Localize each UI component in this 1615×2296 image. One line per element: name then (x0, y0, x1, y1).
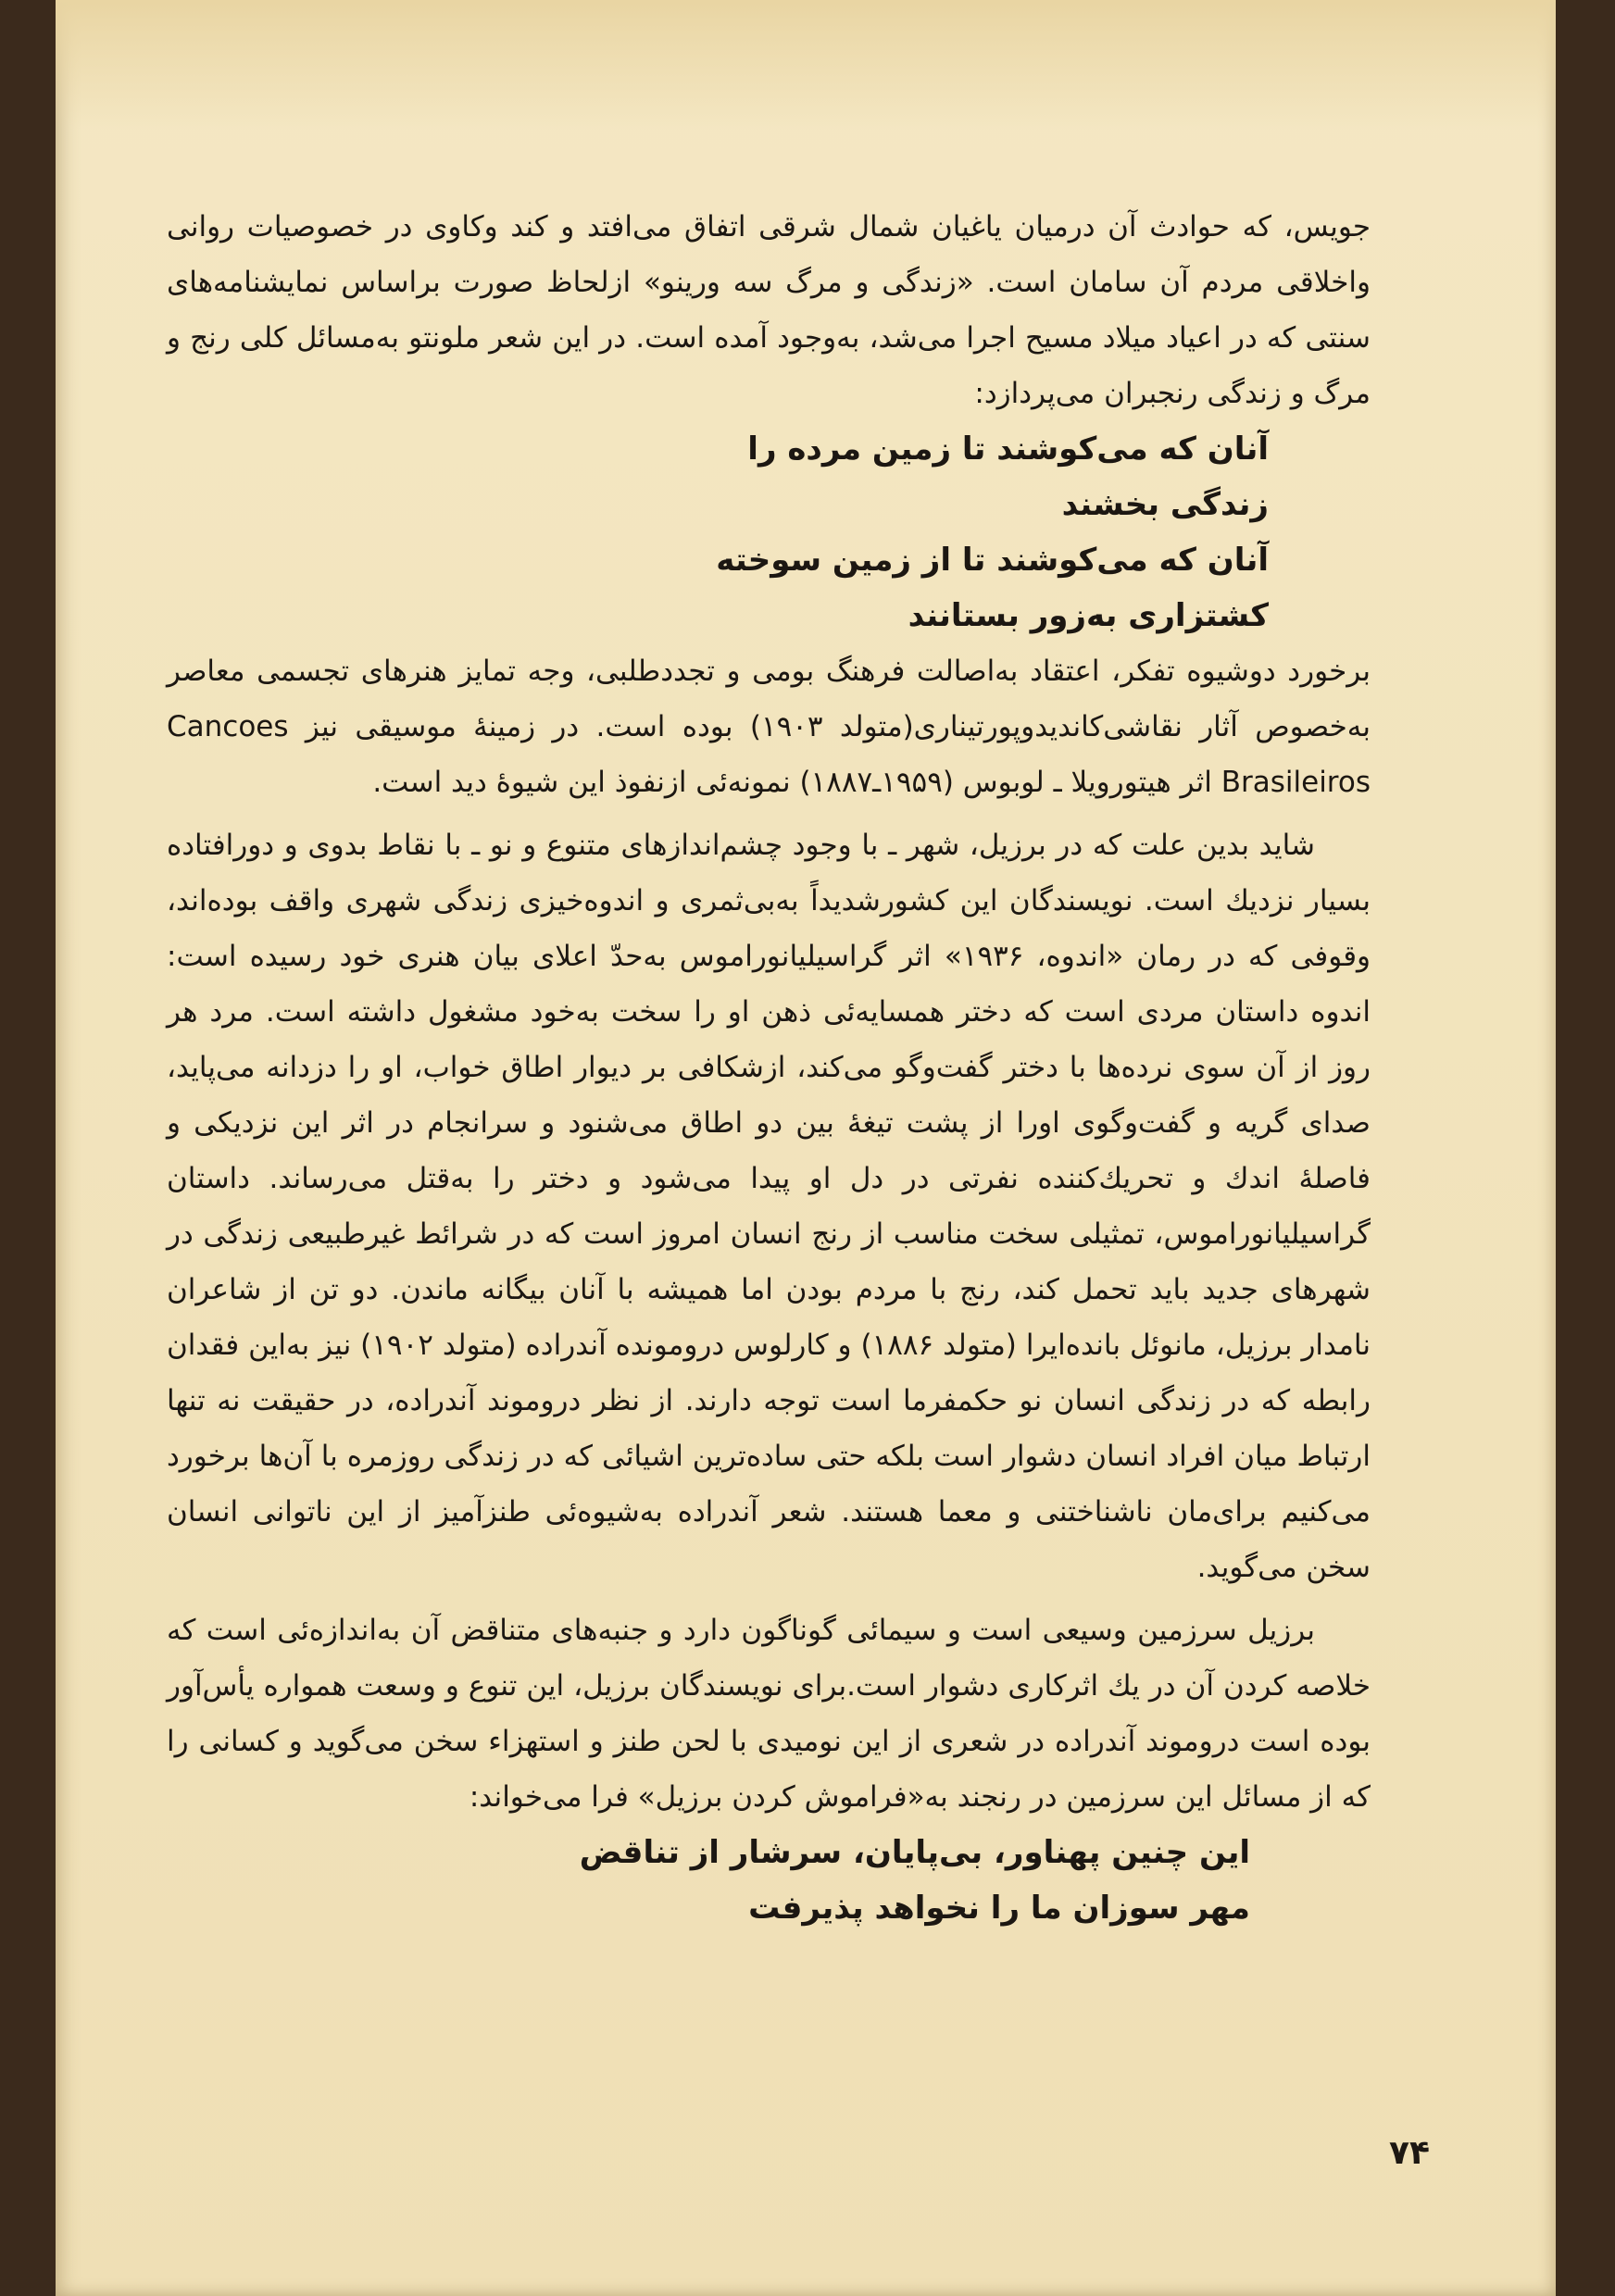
poem-line: زندگی بخشند (1061, 486, 1269, 523)
paragraph-2: برخورد دوشیوه تفکر، اعتقاد به‌اصالت فرهنگ بومی و تجددطلبی، وجه تمایز هنرهای تجسمی معاصر به‌خصوص آثار نقاشی‌کاندیدوپورتیناری(متولد ۱۹۰۳) بوده است. در زمینهٔ موسیقی نیز Cancoes Brasileiros اثر هیتورویلا ـ لوبوس (۱۹۵۹ـ۱۸۸۷) نمونه‌ئی ازنفوذ این شیوهٔ دید است. (167, 655, 1371, 799)
poem-line: کشتزاری به‌زور بستانند (908, 597, 1269, 634)
page-number: ۷۴ (1389, 2134, 1430, 2172)
paragraph-1: جویس، که حوادث آن درمیان یاغیان شمال شرقی اتفاق می‌افتد و کند وکاوی در خصوصیات روانی واخلاقی مردم آن سامان است. «زندگی و مرگ سه ورینو» ازلحاظ صورت براساس نمایشنامه‌های سنتی که در اعیاد میلاد مسیح اجرا می‌شد، به‌وجود آمده است. در این شعر ملونتو به‌مسائل کلی رنج و مرگ و زندگی رنجبران می‌پردازد: (167, 210, 1371, 410)
poem-stanza-1 (167, 421, 1371, 643)
poem-line: این چنین پهناور، بی‌پایان، سرشار از تناقض (579, 1834, 1250, 1871)
paragraph-4: برزیل سرزمین وسیعی است و سیمائی گوناگون دارد و جنبه‌های متناقض آن به‌اندازه‌ئی است که خلاصه کردن آن در یك اثرکاری دشوار است.برای نویسندگان برزیل، این تنوع و وسعت همواره یأس‌آور بوده است دروموند آندراده در شعری از این نومیدی با لحن طنز و استهزاء سخن می‌گوید و کسانی را که از مسائل این سرزمین در رنجند به«فراموش کردن برزیل» فرا می‌خواند: (167, 1614, 1371, 1814)
poem-stanza-2 (167, 1825, 1371, 1936)
page-text-body (167, 199, 1371, 1936)
page-top-shading (56, 0, 1556, 130)
paragraph-3: شاید بدین علت که در برزیل، شهر ـ با وجود چشم‌اندازهای متنوع و نو ـ با نقاط بدوی و دورافتاده بسیار نزدیك است. نویسندگان این کشورشدیداً به‌بی‌ثمری و اندوه‌خیزی زندگی شهری واقف بوده‌اند، وقوفی که در رمان «اندوه، ۱۹۳۶» اثر گراسیلیانوراموس به‌حدّ اعلای بیان هنری خود رسیده است: اندوه داستان مردی است که دختر همسایه‌ئی ذهن او را سخت به‌خود مشغول داشته است. مرد هر روز از آن سوی نرده‌ها با دختر گفت‌وگو می‌کند، ازشکافی بر دیوار اطاق خواب، او را دزدانه می‌پاید، صدای گریه و گفت‌وگوی اورا از پشت تیغهٔ بین دو اطاق می‌شنود و سرانجام در اثر این نزدیکی و فاصلهٔ اندك و تحریك‌کننده نفرتی در دل او پیدا می‌شود و دختر را به‌قتل می‌رساند. داستان گراسیلیانوراموس، تمثیلی سخت مناسب از رنج انسان امروز است که در شرائط غیرطبیعی زندگی در شهرهای جدید باید تحمل کند، رنج با مردم بودن اما همیشه با آنان بیگانه ماندن. دو تن از شاعران نامدار برزیل، مانوئل بانده‌ایرا (متولد ۱۸۸۶) و کارلوس درومونده آندراده (متولد ۱۹۰۲) نیز به‌این فقدان رابطه که در زندگی انسان نو حکمفرما است توجه دارند. از نظر دروموند آندراده، در حقیقت نه تنها ارتباط میان افراد انسان دشوار است بلکه حتی ساده‌ترین اشیائی که در زندگی روزمره با آن‌ها برخورد می‌کنیم برای‌مان ناشناختنی و معما هستند. شعر آندراده به‌شیوه‌ئی طنزآمیز از این ناتوانی انسان سخن می‌گوید. (167, 829, 1371, 1584)
poem-line: آنان که می‌کوشند تا زمین مرده را (747, 430, 1269, 468)
poem-line: آنان که می‌کوشند تا از زمین سوخته (716, 542, 1269, 579)
poem-line: مهر سوزان ما را نخواهد پذیرفت (748, 1890, 1250, 1927)
